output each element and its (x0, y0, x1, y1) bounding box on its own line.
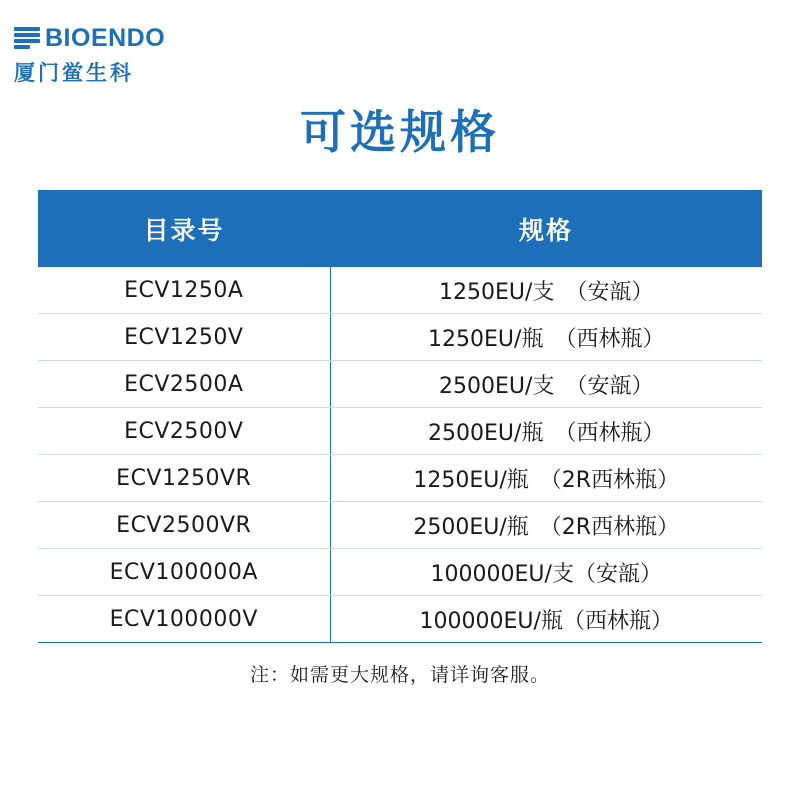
table-row (38, 549, 762, 596)
cell-spec: 1250EU/瓶 （2R西林瓶） (330, 455, 762, 502)
cell-catalog: ECV2500VR (38, 502, 330, 549)
bars-logo-icon (14, 26, 40, 51)
table-body (38, 267, 762, 643)
spec-table-wrapper (38, 190, 762, 643)
cell-catalog: ECV1250VR (38, 455, 330, 502)
header-spec: 规格 (330, 190, 762, 267)
header-catalog: 目录号 (38, 190, 330, 267)
table-row (38, 455, 762, 502)
page-title: 可选规格 (300, 105, 500, 159)
brand-logo (14, 26, 224, 87)
table-row (38, 314, 762, 361)
cell-spec: 100000EU/瓶（西林瓶） (330, 596, 762, 643)
cell-catalog: ECV2500V (38, 408, 330, 455)
cell-catalog: ECV1250V (38, 314, 330, 361)
table-header-row (38, 190, 762, 267)
footnote: 注：如需更大规格，请详询客服。 (249, 664, 550, 686)
table-row (38, 596, 762, 643)
cell-catalog: ECV100000A (38, 549, 330, 596)
table-row (38, 361, 762, 408)
table-row (38, 408, 762, 455)
brand-name-cn: 厦门鲎生科 (14, 61, 134, 85)
cell-spec: 2500EU/瓶 （西林瓶） (330, 408, 762, 455)
table-row (38, 502, 762, 549)
table-row (38, 267, 762, 314)
cell-spec: 2500EU/支 （安瓿） (330, 361, 762, 408)
spec-table (38, 190, 762, 643)
cell-spec: 100000EU/支（安瓿） (330, 549, 762, 596)
cell-spec: 1250EU/支 （安瓿） (330, 267, 762, 314)
table-header (38, 190, 762, 267)
brand-name-en: BIOENDO (45, 24, 166, 52)
cell-spec: 2500EU/瓶 （2R西林瓶） (330, 502, 762, 549)
cell-catalog: ECV2500A (38, 361, 330, 408)
cell-catalog: ECV1250A (38, 267, 330, 314)
cell-spec: 1250EU/瓶 （西林瓶） (330, 314, 762, 361)
logo-mark (14, 26, 224, 51)
cell-catalog: ECV100000V (38, 596, 330, 643)
